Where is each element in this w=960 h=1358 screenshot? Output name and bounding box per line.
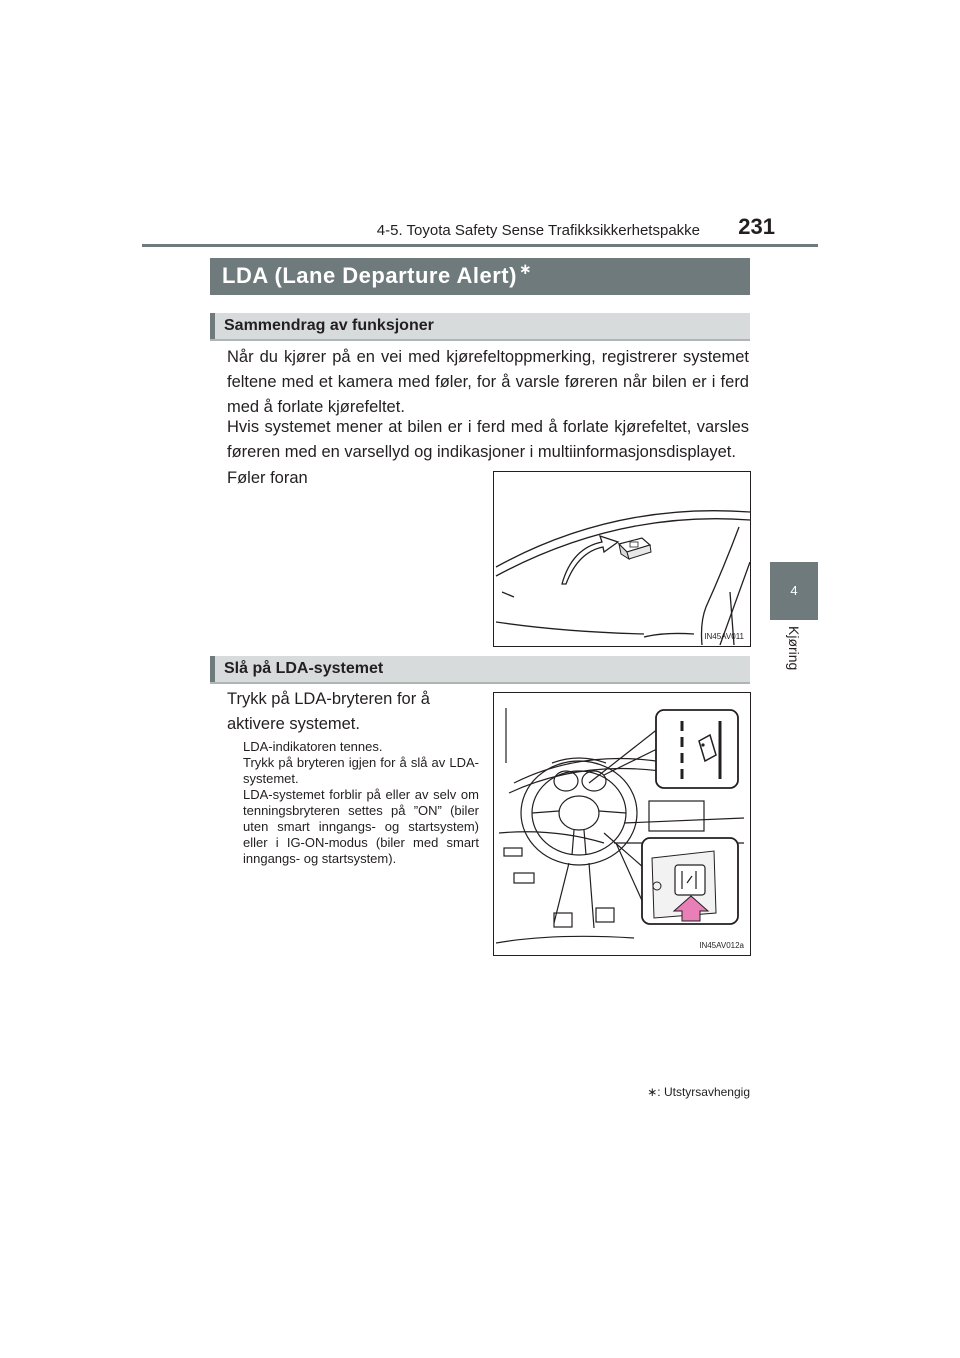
lda-switch-callout: [642, 838, 738, 924]
lda-indicator-callout: [656, 710, 738, 788]
title-footnote-mark: ∗: [518, 261, 533, 278]
footnote-text: : Utstyrsavhengig: [657, 1085, 750, 1099]
header-rule: [142, 244, 818, 247]
footnote: [560, 1085, 750, 1099]
chapter-tab: 4: [770, 562, 818, 620]
page-title-text: LDA (Lane Departure Alert): [222, 263, 517, 288]
dashboard-illustration: [494, 693, 750, 955]
figure-lda-switch: [493, 692, 751, 956]
summary-paragraph-2: Hvis systemet mener at bilen er i ferd med å forlate kjørefeltet, varsles føreren med en varsellyd og indikasjoner i multiinformasjonsdisplayet.: [227, 418, 749, 461]
activate-note: LDA-indikatoren tennes. Trykk på bryteren igjen for å slå av LDA-systemet. LDA-systemet forblir på eller av selv om tenningsbryteren settes på ”ON” (biler uten smart inngangs- og startsystem) eller i IG-ON-modus (biler med smart inngangs- og startsystem).: [243, 739, 479, 866]
figure-code: IN45AV012a: [699, 941, 744, 950]
section-heading-text: Slå på LDA-systemet: [224, 660, 384, 677]
page-number: 231: [738, 214, 775, 239]
footnote-mark: ∗: [647, 1085, 658, 1099]
section-heading-marker: [210, 656, 215, 682]
sensor-label: Føler foran: [227, 469, 308, 487]
activate-instruction: Trykk på LDA-bryteren for å aktivere systemet.: [227, 690, 430, 733]
sensor-icon: [619, 538, 651, 559]
section-heading-marker: [210, 313, 215, 339]
windshield-illustration: [494, 472, 750, 646]
section-heading-activate: [210, 656, 750, 684]
figure-front-sensor: [493, 471, 751, 647]
title-bar: [210, 258, 750, 295]
figure-code: IN45AV011: [704, 632, 744, 641]
chapter-label: [770, 620, 818, 690]
page-title: [222, 263, 532, 289]
section-heading-text: Sammendrag av funksjoner: [224, 317, 434, 334]
running-header-section: 4-5. Toyota Safety Sense Trafikksikkerhetspakke: [376, 222, 700, 239]
section-heading-summary: [210, 313, 750, 341]
summary-paragraph-1: Når du kjører på en vei med kjørefeltoppmerking, registrerer systemet feltene med et kamera med føler, for å varsle føreren når bilen er i ferd med å forlate kjørefeltet.: [227, 348, 749, 416]
chapter-label-text: Kjøring: [786, 626, 802, 671]
